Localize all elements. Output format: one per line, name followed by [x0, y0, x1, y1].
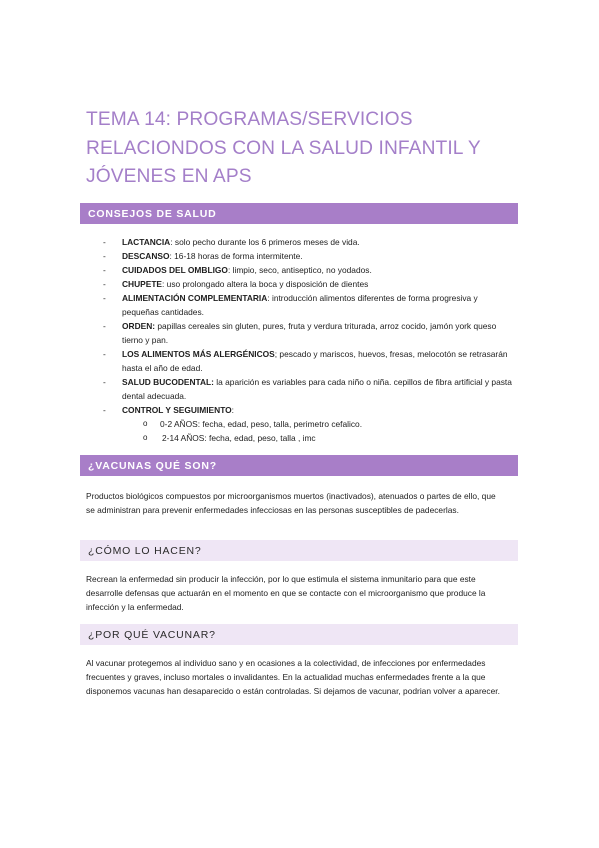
page-title: [86, 106, 526, 192]
title-line-1: TEMA 14: PROGRAMAS/SERVICIOS: [86, 109, 413, 130]
title-line-3: JÓVENES EN APS: [86, 166, 252, 187]
list-item: - CUIDADOS DEL OMBLIGO: limpio, seco, antiseptico, no yodados.: [103, 265, 372, 275]
section-heading-vacunas: ¿VACUNAS QUÉ SON?: [80, 455, 518, 476]
section-heading-consejos: CONSEJOS DE SALUD: [80, 203, 518, 224]
circle-bullet-icon: o: [143, 419, 148, 428]
list-item: - CONTROL Y SEGUIMIENTO:: [103, 405, 234, 415]
sub-list-item: o 0-2 AÑOS: fecha, edad, peso, talla, perimetro cefalico.: [143, 419, 363, 429]
consejos-list: [86, 235, 516, 445]
title-line-2: RELACIONDOS CON LA SALUD INFANTIL Y: [86, 137, 481, 159]
list-item: - ORDEN: papillas cereales sin gluten, pures, fruta y verdura triturada, arroz cocido, jamón york queso tierno y pan.: [103, 321, 497, 345]
list-item: - LOS ALIMENTOS MÁS ALERGÉNICOS; pescado y mariscos, huevos, fresas, melocotón se retrasarán hasta el año de edad.: [103, 349, 508, 373]
list-item: - ALIMENTACIÓN COMPLEMENTARIA: introducción alimentos diferentes de forma progresiva y pequeñas cantidades.: [103, 293, 478, 317]
porque-paragraph: Al vacunar protegemos al individuo sano y en ocasiones a la colectividad, de infecciones por enfermedades frecuentes y graves, incluso mortales o invalidantes. En la actualidad muchas enfermedades frente a la que disponemos vacunas han desaparecido o están controladas. Si dejamos de vacunar, podrian volver a aparecer.: [86, 658, 500, 697]
sub-list-item: o 2-14 AÑOS: fecha, edad, peso, talla , imc: [143, 433, 316, 443]
list-item: - DESCANSO: 16-18 horas de forma intermitente.: [103, 251, 303, 261]
list-item: - CHUPETE: uso prolongado altera la boca y disposición de dientes: [103, 279, 369, 289]
list-item: - LACTANCIA: solo pecho durante los 6 primeros meses de vida.: [103, 237, 360, 247]
circle-bullet-icon: o: [143, 433, 148, 442]
section-heading-como: ¿CÓMO LO HACEN?: [80, 540, 518, 561]
section-heading-porque: ¿POR QUÉ VACUNAR?: [80, 624, 518, 645]
como-paragraph: Recrean la enfermedad sin producir la infección, por lo que estimula el sistema inmunitario para que este desarrolle defensas que actuarán en el momento en que se contacte con el microorganismo que produce la infección y la enfermedad.: [86, 574, 486, 613]
vacunas-paragraph: Productos biológicos compuestos por microorganismos muertos (inactivados), atenuados o partes de ello, que se administran para prevenir enfermedades infecciosas en las personas susceptibles de padecerlas.: [86, 491, 496, 516]
list-item: - SALUD BUCODENTAL: la aparición es variables para cada niño o niña. cepillos de fibra artificial y pasta dental adecuada.: [103, 377, 512, 401]
